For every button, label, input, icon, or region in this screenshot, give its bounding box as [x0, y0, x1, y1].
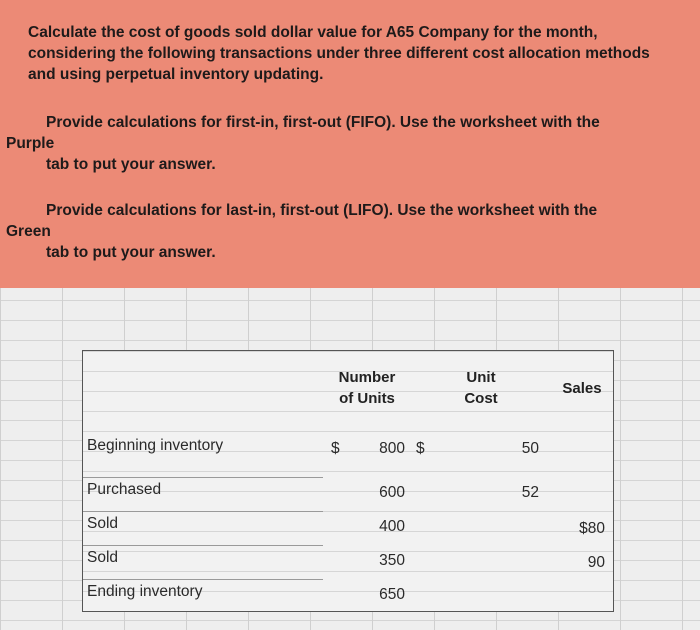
row-label-beginning-inventory: Beginning inventory [87, 437, 224, 454]
row-divider [83, 511, 323, 512]
row-label-ending-inventory: Ending inventory [87, 583, 203, 600]
cost-value: 52 [521, 484, 539, 501]
cost-header-line1: Unit [466, 369, 496, 386]
sales-column-header: Sales [562, 380, 602, 397]
lifo-tab-color: Green [6, 223, 51, 240]
cost-header-line2: Cost [464, 390, 498, 407]
sales-value: $80 [579, 520, 605, 537]
row-label-purchased: Purchased [87, 481, 162, 498]
sales-value: 90 [587, 554, 605, 571]
row-divider [83, 545, 323, 546]
cost-dollar-sign: $ [416, 440, 425, 457]
row-label-sold: Sold [87, 549, 119, 566]
row-divider [83, 477, 323, 478]
units-value: 600 [379, 484, 405, 501]
units-column-header [327, 367, 407, 409]
units-value: 400 [379, 518, 405, 535]
cost-column-header [445, 367, 517, 409]
inventory-table [82, 350, 614, 612]
lifo-instruction-line2: tab to put your answer. [46, 244, 216, 261]
row-label-sold: Sold [87, 515, 119, 532]
units-value: 800 [379, 440, 405, 457]
units-value: 350 [379, 552, 405, 569]
units-header-line2: of Units [339, 390, 395, 407]
units-header-line1: Number [338, 369, 396, 386]
cost-value: 50 [521, 440, 539, 457]
intro-text: Calculate the cost of goods sold dollar value for A65 Company for the month, considering the following transactions under three different cost allocation methods and using perpetual inventory updating. [28, 24, 650, 83]
units-dollar-sign: $ [331, 440, 340, 457]
fifo-instruction-line1: Provide calculations for first-in, first-out (FIFO). Use the worksheet with the [46, 114, 600, 131]
instructions-panel [0, 0, 700, 288]
fifo-tab-color: Purple [6, 135, 55, 152]
row-divider [83, 579, 323, 580]
lifo-instruction-line1: Provide calculations for last-in, first-out (LIFO). Use the worksheet with the [46, 202, 598, 219]
units-value: 650 [379, 586, 405, 603]
fifo-instruction-line2: tab to put your answer. [46, 156, 216, 173]
